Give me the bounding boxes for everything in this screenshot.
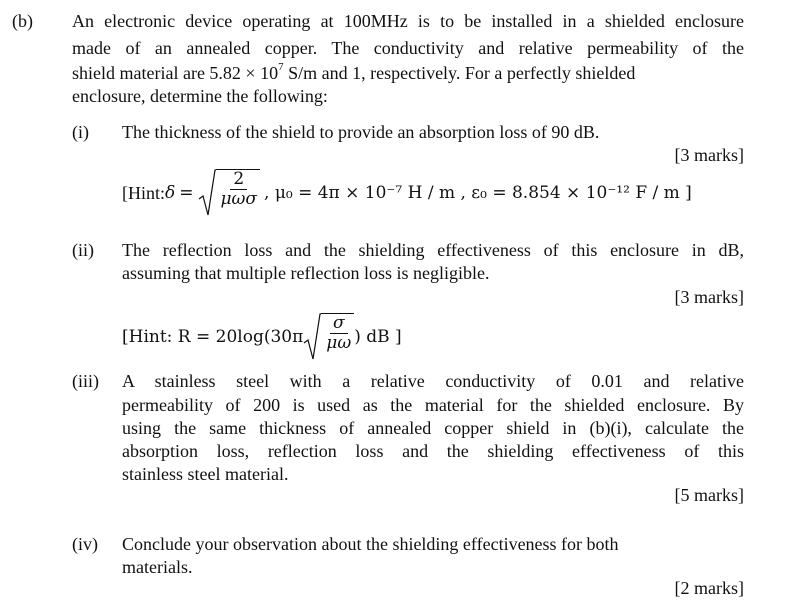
q2-fraction [323,314,354,353]
q2-hint [122,313,402,361]
q2-line-1: The reflection loss and the shielding effectiveness of this enclosure in dB, [122,240,744,260]
q3-line-5: stainless steel material. [122,464,289,484]
intro-line-3-rest: S/m and 1, respectively. For a perfectly shielded [283,63,636,83]
q4-line-1: Conclude your observation about the shielding effectiveness for both [122,534,619,554]
q2-numerator: σ [330,314,348,334]
intro-line-3 [72,62,744,85]
radical-sign [303,313,321,361]
intro-exponent: 7 [278,61,284,73]
q2-line-2: assuming that multiple reflection loss is negligible. [122,263,490,283]
q3-marks: [5 marks] [674,485,744,505]
q1-hint-rest: , μ₀ = 4π × 10⁻⁷ H / m , ε₀ = 8.854 × 10⁻¹² F / m ] [264,182,692,203]
intro-line-1: An electronic device operating at 100MHz is to be installed in a shielded enclosure [72,11,744,31]
q1-radicand [216,169,261,217]
intro-line-3-start: shield material are 5.82 × 10 [72,63,279,83]
q1-eq: = [179,182,194,203]
radical-sign [198,169,216,217]
q2-hint-open: [Hint: R = 20log(30π [122,326,304,347]
part-label: (b) [12,11,33,31]
intro-line-4: enclosure, determine the following: [72,86,328,106]
q2-denominator: μω [326,333,352,353]
q2-hint-close: ) dB ] [354,326,402,347]
q2-radicand [321,313,354,361]
q3-line-4: absorption loss, reflection loss and the shielding effectiveness of this [122,441,744,461]
q1-fraction [218,170,261,209]
q3-line-2: permeability of 200 is used as the material for the shielded enclosure. By [122,395,744,415]
q2-label: (ii) [72,240,94,260]
q3-line-3: using the same thickness of annealed copper shield in (b)(i), calculate the [122,418,744,438]
q3-line-1: A stainless steel with a relative conductivity of 0.01 and relative [122,371,744,391]
q1-sqrt [198,169,261,217]
q2-marks: [3 marks] [674,287,744,307]
q1-denominator: μωσ [220,189,258,209]
q3-label: (iii) [72,371,99,391]
q1-delta: δ [165,182,176,203]
q4-marks: [2 marks] [674,578,744,598]
q4-line-2: materials. [122,557,193,577]
q1-numerator: 2 [230,170,247,190]
q1-hint-open: [Hint: [122,182,165,203]
q1-hint [122,169,692,217]
q1-marks: [3 marks] [674,145,744,165]
q1-text: The thickness of the shield to provide an absorption loss of 90 dB. [122,122,600,142]
intro-line-2: made of an annealed copper. The conductivity and relative permeability of the [72,38,744,58]
q2-sqrt [303,313,354,361]
q1-label: (i) [72,122,89,142]
q4-label: (iv) [72,534,98,554]
